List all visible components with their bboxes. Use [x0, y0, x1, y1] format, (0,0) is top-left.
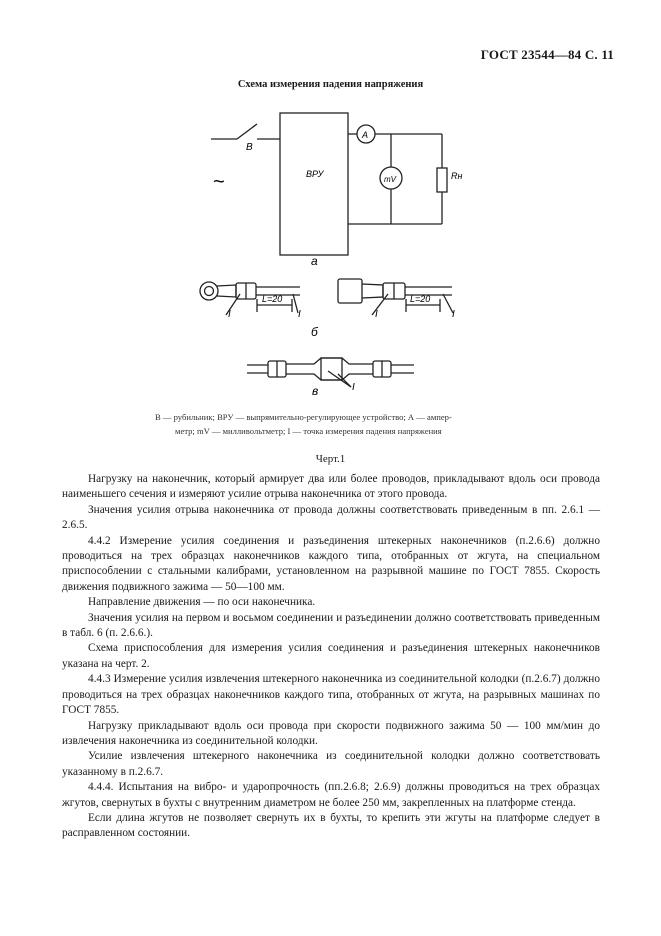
mv-label: mV	[384, 175, 396, 184]
figure-title: Схема измерения падения напряжения	[237, 79, 424, 90]
sub-label-v: в	[312, 384, 319, 398]
switch-blade	[237, 124, 257, 139]
paragraph: 4.4.3 Измерение усилия извлечения штекерного наконечника из соединительной колодки (п.2.6.7) должно проводиться на трех образцах наконечников каждого типа, отобранных от жгута, на разрывных машинах по ГОСТ 7855.	[62, 673, 600, 717]
point-label-5: I	[352, 382, 355, 393]
pin-terminal-neck	[362, 284, 383, 298]
rn-label: Rн	[451, 171, 463, 181]
paragraph: 4.4.4. Испытания на вибро- и ударопрочность (пп.2.6.8; 2.6.9) должны проводиться на трех образцах жгутов, свернутых в бухты с внутренним диаметром не более 250 мм, закрепленных на платформе стенда.	[62, 781, 600, 809]
ring-terminal-neck	[217, 285, 236, 297]
circuit-diagram	[0, 0, 661, 400]
paragraph: Нагрузку прикладывают вдоль оси провода при скорости подвижного зажима 50 — 100 мм/мин до извлечения наконечника из соединительной колодки.	[62, 719, 600, 747]
figure-legend	[155, 410, 515, 438]
ring-terminal-hole	[205, 287, 214, 296]
switch-label: В	[246, 142, 253, 153]
legend-line-2: метр; mV — милливольтметр; I — точка измерения падения напряжения	[175, 426, 442, 436]
sub-label-a: а	[311, 254, 318, 268]
pin-terminal	[338, 279, 362, 303]
dim-label-2: L=20	[410, 294, 431, 304]
load-resistor	[437, 168, 447, 192]
paragraph: Направление движения — по оси наконечника.	[88, 596, 316, 609]
paragraph: Значения усилия отрыва наконечника от провода должны соответствовать приведенным в пп. 2.6.1 — 2.6.5.	[62, 503, 600, 532]
connector-body	[286, 358, 373, 380]
point-label-2: I	[298, 309, 301, 320]
connector-center	[321, 358, 342, 380]
paragraph: Усилие извлечения штекерного наконечника из соединительной колодки должно соответствовать указанному в п.2.6.7.	[62, 750, 600, 778]
paragraph: Нагрузку на наконечник, который армирует два или более проводов, прикладывают вдоль оси провода наименьшего сечения и измеряют усилие отрыва наконечника от этого провода.	[62, 473, 600, 501]
vru-label: ВРУ	[306, 169, 324, 179]
vru-box	[280, 113, 348, 255]
point-label-3: I	[375, 309, 378, 320]
paragraph: 4.4.2 Измерение усилия соединения и разъединения штекерных наконечников (п.2.6.6) должно проводиться на трех образцах наконечников каждого типа, отобранных от жгута, на специальном приспособлении с стальными калибрами, установленном на разрывной машине по ГОСТ 7855. Скорость движения подвижного зажима — 50—100 мм.	[62, 534, 600, 593]
ring-terminal	[200, 282, 218, 300]
point-label-1: I	[228, 309, 231, 320]
body-text	[62, 472, 600, 842]
paragraph: Значения усилия на первом и восьмом соединении и разъединении должно соответствовать приведенным в табл. 6 (п. 2.6.6.).	[62, 611, 600, 640]
leader-6	[328, 371, 351, 387]
ac-symbol: ~	[213, 171, 225, 193]
ammeter-label: А	[362, 130, 369, 140]
legend-line-1: В — рубильник; ВРУ — выпрямительно-регулирующее устройство; А — ампер-	[155, 412, 452, 422]
sub-label-b: б	[311, 325, 318, 339]
paragraph: Если длина жгутов не позволяет свернуть их в бухты, то крепить эти жгуты на платформе следует в расправленном состоянии.	[62, 811, 600, 840]
dim-label-1: L=20	[262, 294, 283, 304]
wire-3	[247, 365, 268, 373]
page-header: ГОСТ 23544—84 С. 11	[480, 47, 614, 62]
point-label-4: I	[452, 309, 455, 320]
paragraph: Схема приспособления для измерения усилия соединения и разъединения штекерных наконечников указана на черт. 2.	[62, 642, 600, 670]
wire-4	[391, 365, 414, 373]
figure-caption: Черт.1	[315, 453, 346, 465]
